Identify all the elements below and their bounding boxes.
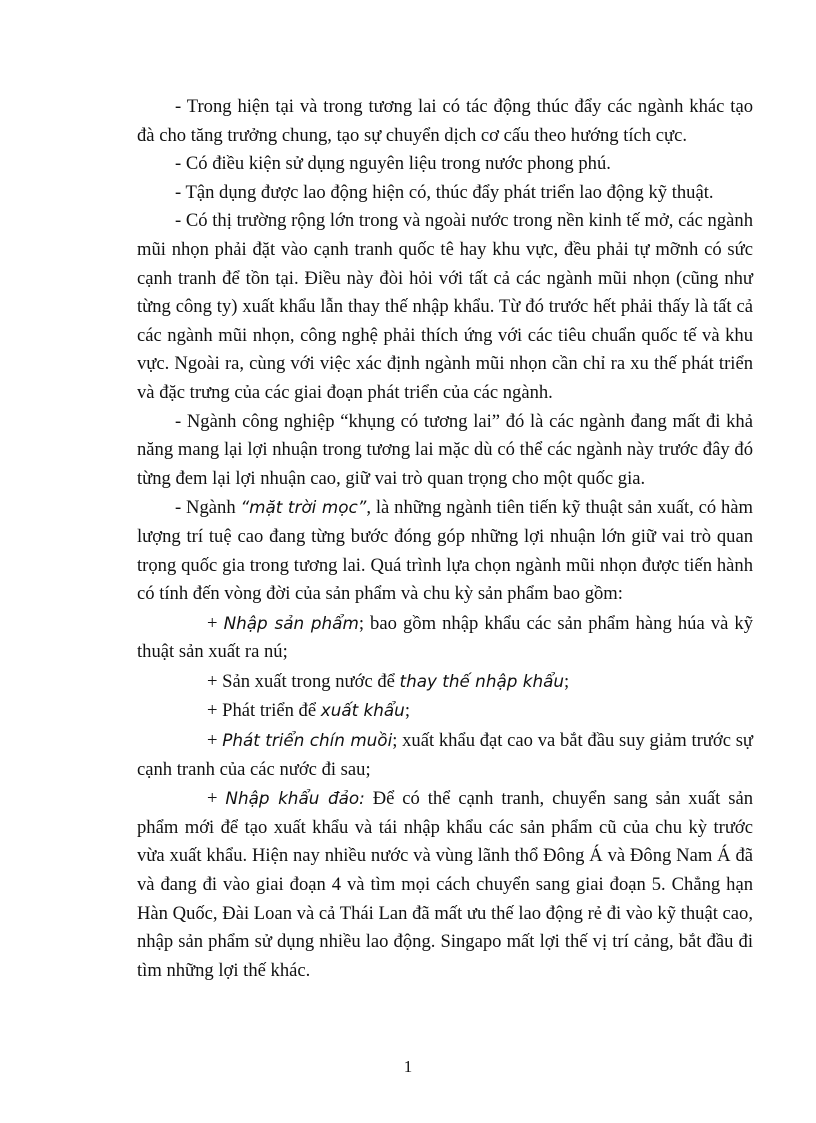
paragraph-p6: [137, 493, 753, 608]
text-run: ;: [564, 670, 570, 692]
paragraph-p2: [137, 150, 753, 179]
italic-term: xuất khẩu: [320, 700, 405, 721]
paragraph-p3: [137, 179, 753, 208]
paragraph-p4: [137, 207, 753, 407]
text-run: , là những ngành tiên tiến kỹ thuật sản xuất, có hàm lượng trí tuệ cao đang từng bước đóng góp những lợi nhuận lớn giữ vai trò quan trọng quốc gia trong tương lai. Quá trình lựa chọn ngành mũi nhọn được tiến hành có tính đến vòng đời của sản phẩm và chu kỳ sản phẩm bao gồm:: [137, 497, 754, 605]
text-run: - Có thị trường rộng lớn trong và ngoài nước trong nền kinh tế mở, các ngành mũi nhọn phải đặt vào cạnh tranh quốc tê hay khu vực, đều phải tự mỡnh có sức cạnh tranh để tồn tại. Điều này đòi hỏi với tất cả các ngành mũi nhọn (cũng như từng công ty) xuất khẩu lẫn thay thế nhập khẩu. Từ đó trước hết phải thấy là tất cả các ngành mũi nhọn, công nghệ phải thích ứng với các tiêu chuẩn quốc tế và khu vực. Ngoài ra, cùng với việc xác định ngành mũi nhọn cần chỉ ra xu thế phát triển và đặc trưng của các giai đoạn phát triển của các ngành.: [137, 210, 753, 403]
text-run: - Ngành công nghiệp “khụng có tương lai” đó là các ngành đang mất đi khả năng mang lại lợi nhuận trong tương lai mặc dù có thể các ngành này trước đây đó từng đem lại lợi nhuận cao, giữ vai trò quan trọng cho một quốc gia.: [137, 410, 753, 489]
text-run: - Ngành: [175, 497, 241, 519]
italic-term: “mặt trời mọc”: [240, 497, 367, 518]
paragraph-p5: [137, 408, 753, 494]
text-run: ;: [404, 700, 410, 722]
paragraph-p1: [137, 93, 753, 150]
paragraph-p7: [137, 609, 753, 667]
italic-term: thay thế nhập khẩu: [399, 670, 564, 691]
text-run: +: [207, 730, 223, 752]
text-run: - Trong hiện tại và trong tương lai có tác động thúc đẩy các ngành khác tạo đà cho tăng trưởng chung, tạo sự chuyển dịch cơ cấu theo hướng tích cực.: [137, 96, 753, 146]
text-run: ; xuất khẩu đạt cao va bắt đầu suy giảm trước sự cạnh tranh của các nước đi sau;: [137, 730, 754, 780]
text-run: + Phát triển để: [207, 700, 321, 722]
page-number: 1: [403, 1057, 413, 1076]
text-run: ; bao gồm nhập khẩu các sản phẩm hàng húa và kỹ thuật sản xuất ra nú;: [137, 612, 754, 663]
paragraph-p8: [137, 667, 753, 697]
italic-term: Phát triển chín muồi: [222, 730, 393, 751]
text-run: - Tận dụng được lao động hiện có, thúc đẩy phát triển lao động kỹ thuật.: [175, 181, 714, 203]
text-run: +: [207, 612, 224, 634]
paragraph-p11: [137, 784, 753, 985]
paragraph-p9: [137, 696, 753, 726]
italic-term: Nhập sản phẩm: [223, 612, 359, 633]
text-run: Để có thể cạnh tranh, chuyển sang sản xuất sản phẩm mới để tạo xuất khẩu và tái nhập khẩu các sản phẩm cũ của chu kỳ trước vừa xuất khẩu. Hiện nay nhiều nước và vùng lãnh thổ Đông Á và Đông Nam Á đã và đang đi vào giai đoạn 4 và tìm mọi cách chuyển sang giai đoạn 5. Chẳng hạn Hàn Quốc, Đài Loan và cả Thái Lan đã mất ưu thế lao động rẻ đi vào kỹ thuật cao, nhập sản phẩm sử dụng nhiều lao động. Singapo mất lợi thế vị trí cảng, bắt đầu đi tìm những lợi thế khác.: [137, 788, 753, 981]
paragraph-p10: [137, 726, 753, 784]
document-body: [137, 93, 753, 985]
italic-term: Nhập khẩu đảo:: [225, 788, 365, 809]
text-run: +: [207, 788, 226, 810]
text-run: + Sản xuất trong nước để: [207, 670, 400, 692]
text-run: - Có điều kiện sử dụng nguyên liệu trong nước phong phú.: [175, 153, 611, 175]
